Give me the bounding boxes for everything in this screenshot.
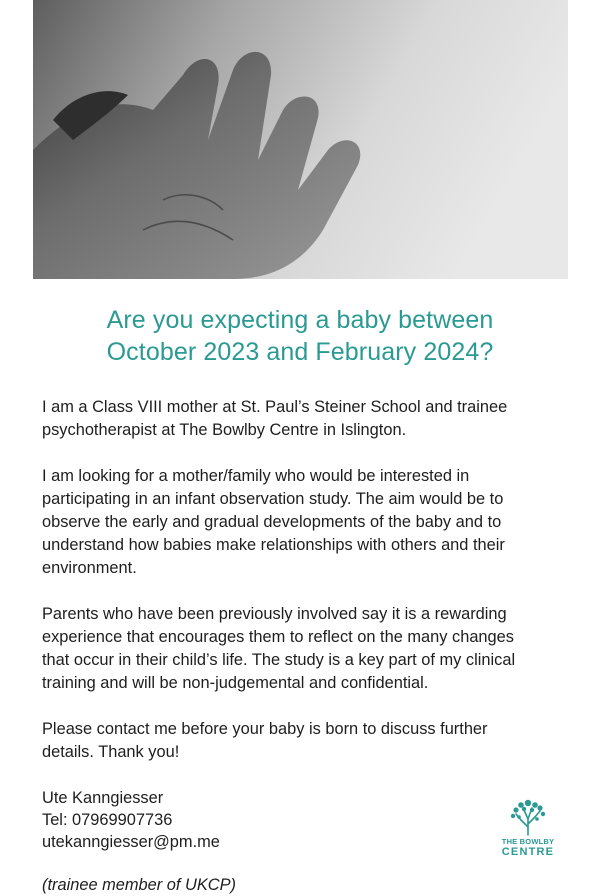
letter-body [42, 396, 567, 896]
paragraph-request [42, 465, 567, 580]
paragraph-line: Please contact me before your baby is born to discuss further [42, 720, 488, 738]
paragraph-contact [42, 718, 567, 764]
paragraph-line: Parents who have been previously involved say it is a rewarding [42, 605, 507, 623]
paragraph-line: understand how babies make relationships with others and their [42, 536, 505, 554]
paragraph-line: participating in an infant observation study. The aim would be to [42, 490, 504, 508]
logo-line-2: CENTRE [501, 846, 555, 858]
paragraph-experience [42, 603, 567, 695]
paragraph-line: environment. [42, 559, 137, 577]
paragraph-line: I am looking for a mother/family who would be interested in [42, 467, 470, 485]
baby-hand-photo [33, 0, 568, 279]
paragraph-line: psychotherapist at The Bowlby Centre in Islington. [42, 421, 407, 439]
signature-phone[interactable]: Tel: 07969907736 [42, 811, 173, 829]
signature-name: Ute Kanngiesser [42, 789, 164, 807]
headline-line-2: October 2023 and February 2024? [106, 338, 494, 366]
paragraph-line: training and will be non-judgemental and confidential. [42, 674, 429, 692]
signature-block [42, 787, 567, 853]
headline-line-1: Are you expecting a baby between [106, 306, 494, 334]
headline [0, 304, 600, 368]
paragraph-intro [42, 396, 567, 442]
paragraph-line: I am a Class VIII mother at St. Paul’s Steiner School and trainee [42, 398, 508, 416]
tree-icon [508, 797, 548, 837]
signature-email[interactable]: utekanngiesser@pm.me [42, 833, 220, 851]
signature-credential: (trainee member of UKCP) [42, 876, 237, 894]
paragraph-line: details. Thank you! [42, 743, 180, 761]
paragraph-line: experience that encourages them to reflect on the many changes [42, 628, 514, 646]
logo-line-1: THE BOWLBY [501, 837, 555, 846]
paragraph-line: that occur in their child’s life. The study is a key part of my clinical [42, 651, 516, 669]
bowlby-centre-logo [497, 797, 559, 863]
paragraph-line: observe the early and gradual developments of the baby and to [42, 513, 502, 531]
